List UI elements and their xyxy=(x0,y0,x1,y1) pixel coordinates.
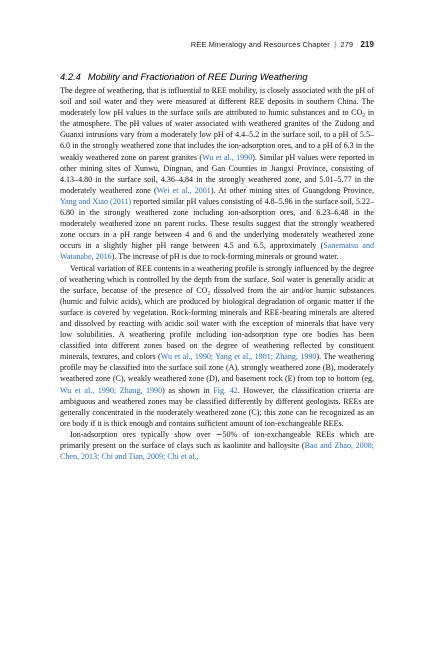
text-run: Vertical variation of REE contents in a weathering profile is strongly influenced by the degree of weathering which is controlled by the depth from the surface. Soil water is generally acidic at the surface, because of the presence of CO xyxy=(60,263,374,295)
citation-link[interactable]: Wu et al., 1990; Yang et al., 1981; Zhang, 1990 xyxy=(160,352,317,362)
citation-link[interactable]: Wu et al., 1990 xyxy=(202,152,253,162)
chapter-label: Chapter xyxy=(302,40,330,49)
paragraph-3 xyxy=(60,429,374,462)
body-text xyxy=(60,85,374,462)
text-run: The degree of weathering, that is influential to REE mobility, is closely associated with the pH of soil and soil water and they were measured at different REE deposits in southern China. The moderately low pH values in the surface soils are attributed to humic substances and to CO xyxy=(60,86,374,118)
section-number: 4.2.4 xyxy=(60,71,81,82)
section-heading xyxy=(60,71,380,82)
subscript: 2 xyxy=(362,112,366,119)
text-run: ) as shown in xyxy=(162,385,214,395)
paragraph-2 xyxy=(60,263,374,429)
running-title: REE Mineralogy and Resources xyxy=(190,40,301,49)
text-run: in the atmosphere. The pH values of water associated with weathered granites of the Zudong and Guanxi intrusions vary from a moderately low pH of 4.4–5.2 in the surface soil, to a pH of 5.5–6.0 in the strongly weathered zone that includes the ion-adsorption ores, and to a pH of 6.3 in the weakly weathered zone on parent granites ( xyxy=(60,108,374,162)
figure-reference-link[interactable]: Fig. 42 xyxy=(213,385,238,395)
running-header xyxy=(191,40,374,49)
section-title: Mobility and Fractionation of REE During Weathering xyxy=(87,71,308,82)
text-run: ). Similar pH values were reported in other mining sites of Xunwu, Dingnan, and Gan Counties in Jiangxi Province, consisting of 4.13–4.80 in the surface soil, 4.36–4.84 in the strongly weathered zone, and 5.01–5.77 in the moderately weathered zone ( xyxy=(60,152,374,195)
subscript: 2 xyxy=(207,290,211,297)
text-run: ). The weathering profile may be classified into the surface soil zone (A), strongly weathered zone (B), moderately weathered zone (C), weakly weathered zone (D), and basement rock (E) from top to bottom (eg, xyxy=(60,352,374,384)
text-run: dissolved from the air and/or humic substances (humic and fulvic acids), which are produced by biological degradation of organic matter if the surface is covered by vegetation. Rock-forming minerals and REE-bearing minerals are altered and dissolved by reacting with acidic soil water with the exception of minerals that have very low solubilities. A weathering profile including ion-adsorption type ore bodies has been classified into different zones based on the degree of weathering reflected by constituent minerals, textures, and colors ( xyxy=(60,285,374,362)
paragraph-1 xyxy=(60,85,374,263)
citation-link[interactable]: Sanematsu and Watanabe, 2016 xyxy=(60,241,375,262)
citation-link[interactable]: Yang and Xiao (2011) xyxy=(60,196,132,206)
text-run: . However, the classification criteria are ambiguous and weathered zones may be classified differently by different geologists. REEs are generally concentrated in the moderately weathered zone (C); this zone can be recognized as an ore body if it is thick enough and contains sufficient amount of ion-exchangeable REEs. xyxy=(60,385,375,428)
text-run: ). At other mining sites of Guangdong Province, xyxy=(210,185,374,195)
page-number: 219 xyxy=(360,40,374,49)
citation-link[interactable]: Wei et al., 2001 xyxy=(156,185,211,195)
citation-link[interactable]: Wu et al., 1990; Zhang, 1990 xyxy=(60,385,163,395)
text-run: Ion-adsorption ores typically show over ∼50% of ion-exchangeable REEs which are primarily present on the surface of clays such as kaolinite and halloysite ( xyxy=(60,429,374,450)
text-run: ). The increase of pH is due to rock-forming minerals or ground water. xyxy=(111,252,339,262)
chapter-number: 279 xyxy=(340,40,354,49)
text-run: reported similar pH values consisting of 4.8–5.96 in the surface soil, 5.22–6.80 in the strongly weathered zone including ion-adsorption ores, and 6.23–6.48 in the moderately weathered zone on parent rocks. These results suggest that the strongly weathered zone occurs in a pH range between 4 and 6 and the underlying moderately weathered zone occurs in a slightly higher pH range between 4.5 and 6.5, approximately ( xyxy=(60,196,374,251)
header-separator: | xyxy=(334,40,337,49)
citation-link[interactable]: Bao and Zhao, 2008; Chen, 2013; Chi and Tian, 2009; Chi et al., xyxy=(60,441,374,462)
